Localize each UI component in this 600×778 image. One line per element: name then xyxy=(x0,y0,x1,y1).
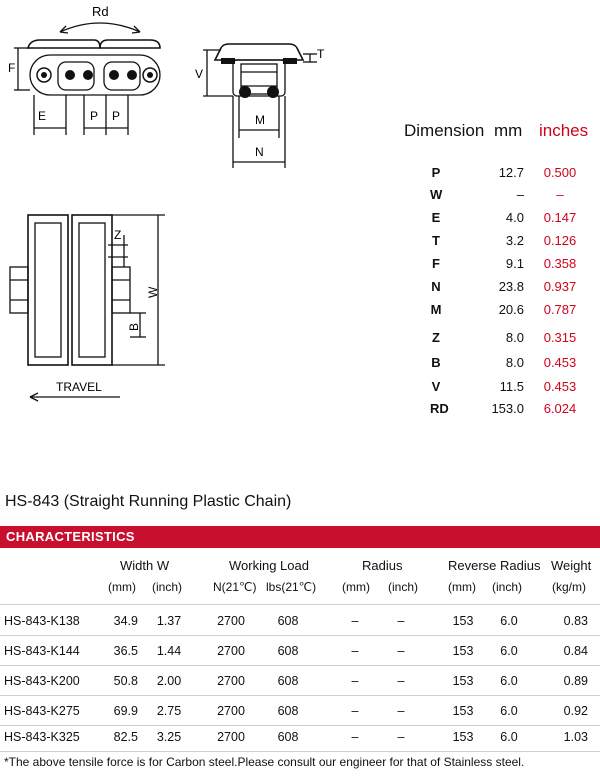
cell-weight: 1.03 xyxy=(563,730,588,744)
header-weight: Weight xyxy=(551,558,592,573)
dim-symbol: W xyxy=(430,187,443,202)
cell-load-lbs: 608 xyxy=(277,644,299,658)
cell-width-mm: 34.9 xyxy=(113,614,138,628)
header-divider xyxy=(0,604,600,605)
label-b: B xyxy=(127,322,141,331)
label-f: F xyxy=(8,61,16,75)
dim-symbol: B xyxy=(431,355,441,370)
cell-model: HS-843-K325 xyxy=(4,730,80,744)
label-p-right: P xyxy=(112,109,121,123)
cell-reverse-mm: 153 xyxy=(452,730,474,744)
dim-row xyxy=(400,401,600,423)
dim-row xyxy=(400,355,600,377)
dim-inches: 0.500 xyxy=(543,165,577,180)
label-w: W xyxy=(146,286,160,298)
plate-left xyxy=(28,215,68,365)
dim-inches: 6.024 xyxy=(543,401,577,416)
label-p-left: P xyxy=(90,109,99,123)
cell-load-lbs: 608 xyxy=(277,614,299,628)
cell-load-n: 2700 xyxy=(217,730,245,744)
dim-mm: 11.5 xyxy=(499,379,524,394)
dim-row xyxy=(400,187,600,209)
label-v: V xyxy=(195,67,204,81)
dim-mm: 8.0 xyxy=(505,330,524,345)
subheader-load-n: N(21℃) xyxy=(213,580,257,594)
table-row xyxy=(0,666,600,696)
cell-radius-inch: – xyxy=(397,704,405,718)
chain-side-view-diagram xyxy=(0,0,180,150)
dim-mm: – xyxy=(516,187,524,202)
top-plate-left xyxy=(28,40,100,48)
dim-inches: 0.126 xyxy=(543,233,577,248)
cell-weight: 0.89 xyxy=(563,674,588,688)
table-row xyxy=(0,606,600,636)
cell-load-n: 2700 xyxy=(217,704,245,718)
product-title: HS-843 (Straight Running Plastic Chain) xyxy=(5,493,292,510)
cell-reverse-inch: 6.0 xyxy=(500,644,518,658)
cell-reverse-mm: 153 xyxy=(452,674,474,688)
cell-width-inch: 2.00 xyxy=(156,674,182,688)
dim-symbol: N xyxy=(431,279,441,294)
cell-model: HS-843-K200 xyxy=(4,674,80,688)
dim-header-inches: inches xyxy=(539,121,589,140)
chain-top-view-diagram xyxy=(0,205,200,405)
cell-model: HS-843-K144 xyxy=(4,644,80,658)
footnote: *The above tensile force is for Carbon steel.Please consult our engineer for that of Stainless steel. xyxy=(4,755,525,769)
characteristics-bar xyxy=(0,526,600,548)
dim-row xyxy=(400,302,600,324)
cell-radius-inch: – xyxy=(397,614,405,628)
dim-symbol: V xyxy=(431,379,441,394)
dim-symbol: T xyxy=(432,233,440,248)
cell-width-mm: 69.9 xyxy=(113,704,138,718)
header-reverse-radius: Reverse Radius xyxy=(448,558,541,573)
dim-mm: 23.8 xyxy=(498,279,524,294)
subheader-width-inch: (inch) xyxy=(152,580,183,594)
label-t: T xyxy=(317,47,325,61)
label-travel: TRAVEL xyxy=(56,380,102,394)
dim-symbol: Z xyxy=(432,330,440,345)
dim-inches: 0.453 xyxy=(543,379,577,394)
table-row xyxy=(0,636,600,666)
cell-radius-inch: – xyxy=(397,644,405,658)
cell-weight: 0.92 xyxy=(563,704,588,718)
dim-mm: 3.2 xyxy=(505,233,524,248)
chain-end-view-diagram xyxy=(185,20,335,175)
label-z: Z xyxy=(114,228,122,242)
header-width: Width W xyxy=(120,558,170,573)
dim-inches: 0.358 xyxy=(543,256,577,271)
table-row xyxy=(0,722,600,752)
dim-header-dimension: Dimension xyxy=(404,121,485,140)
dim-row xyxy=(400,279,600,301)
subheader-radius-mm: (mm) xyxy=(342,580,370,594)
cell-model: HS-843-K138 xyxy=(4,614,80,628)
cell-reverse-mm: 153 xyxy=(452,704,474,718)
dim-inches: 0.315 xyxy=(543,330,577,345)
cell-load-n: 2700 xyxy=(217,614,245,628)
cell-load-lbs: 608 xyxy=(277,704,299,718)
cell-reverse-mm: 153 xyxy=(452,644,474,658)
subheader-reverse-inch: (inch) xyxy=(492,580,523,594)
dim-row xyxy=(400,379,600,401)
dim-row xyxy=(400,330,600,352)
cell-reverse-mm: 153 xyxy=(452,614,474,628)
dim-row xyxy=(400,256,600,278)
cell-reverse-inch: 6.0 xyxy=(500,674,518,688)
subheader-reverse-mm: (mm) xyxy=(448,580,476,594)
dim-inches: 0.147 xyxy=(543,210,577,225)
characteristics-label: CHARACTERISTICS xyxy=(6,529,135,544)
cell-reverse-inch: 6.0 xyxy=(500,614,518,628)
dim-symbol: P xyxy=(431,165,441,180)
cell-radius-mm: – xyxy=(351,704,359,718)
cell-radius-inch: – xyxy=(397,730,405,744)
subheader-width-mm: (mm) xyxy=(108,580,136,594)
cell-radius-mm: – xyxy=(351,674,359,688)
dim-symbol: RD xyxy=(430,401,449,416)
dim-inches: 0.453 xyxy=(543,355,577,370)
header-working-load: Working Load xyxy=(229,558,309,573)
cell-width-mm: 36.5 xyxy=(113,644,138,658)
label-rd: Rd xyxy=(92,4,109,19)
header-radius: Radius xyxy=(362,558,403,573)
cell-width-mm: 82.5 xyxy=(113,730,138,744)
cell-width-inch: 1.44 xyxy=(156,644,182,658)
cell-reverse-inch: 6.0 xyxy=(500,730,518,744)
subheader-load-lbs: lbs(21℃) xyxy=(266,580,317,594)
plate-right xyxy=(72,215,112,365)
dim-inches: 0.787 xyxy=(543,302,577,317)
dim-row xyxy=(400,210,600,232)
dim-header-mm: mm xyxy=(494,121,523,140)
dim-row xyxy=(400,165,600,187)
dim-inches: 0.937 xyxy=(543,279,577,294)
dim-mm: 153.0 xyxy=(491,401,524,416)
cell-load-n: 2700 xyxy=(217,644,245,658)
dim-row xyxy=(400,233,600,255)
cell-load-lbs: 608 xyxy=(277,674,299,688)
dim-symbol: F xyxy=(432,256,440,271)
cell-load-n: 2700 xyxy=(217,674,245,688)
dim-symbol: E xyxy=(431,210,441,225)
top-plate-right xyxy=(100,40,160,48)
cell-radius-mm: – xyxy=(351,730,359,744)
subheader-radius-inch: (inch) xyxy=(388,580,419,594)
cell-weight: 0.83 xyxy=(563,614,588,628)
cell-radius-mm: – xyxy=(351,614,359,628)
cell-radius-inch: – xyxy=(397,674,405,688)
cell-width-inch: 1.37 xyxy=(156,614,182,628)
dim-symbol: M xyxy=(430,302,442,317)
cell-weight: 0.84 xyxy=(563,644,588,658)
dim-mm: 4.0 xyxy=(505,210,524,225)
dim-mm: 20.6 xyxy=(498,302,524,317)
cell-model: HS-843-K275 xyxy=(4,704,80,718)
cell-width-inch: 2.75 xyxy=(156,704,182,718)
label-e: E xyxy=(38,109,47,123)
cell-width-mm: 50.8 xyxy=(113,674,138,688)
cell-width-inch: 3.25 xyxy=(156,730,182,744)
label-m: M xyxy=(255,113,265,127)
subheader-weight-unit: (kg/m) xyxy=(552,580,586,594)
label-n: N xyxy=(255,145,264,159)
dim-inches: – xyxy=(556,187,564,202)
dim-mm: 8.0 xyxy=(505,355,524,370)
dim-mm: 12.7 xyxy=(498,165,524,180)
dim-mm: 9.1 xyxy=(505,256,524,271)
cell-load-lbs: 608 xyxy=(277,730,299,744)
cell-radius-mm: – xyxy=(351,644,359,658)
cell-reverse-inch: 6.0 xyxy=(500,704,518,718)
rd-arc xyxy=(60,23,140,32)
top-plate-section xyxy=(215,44,303,60)
